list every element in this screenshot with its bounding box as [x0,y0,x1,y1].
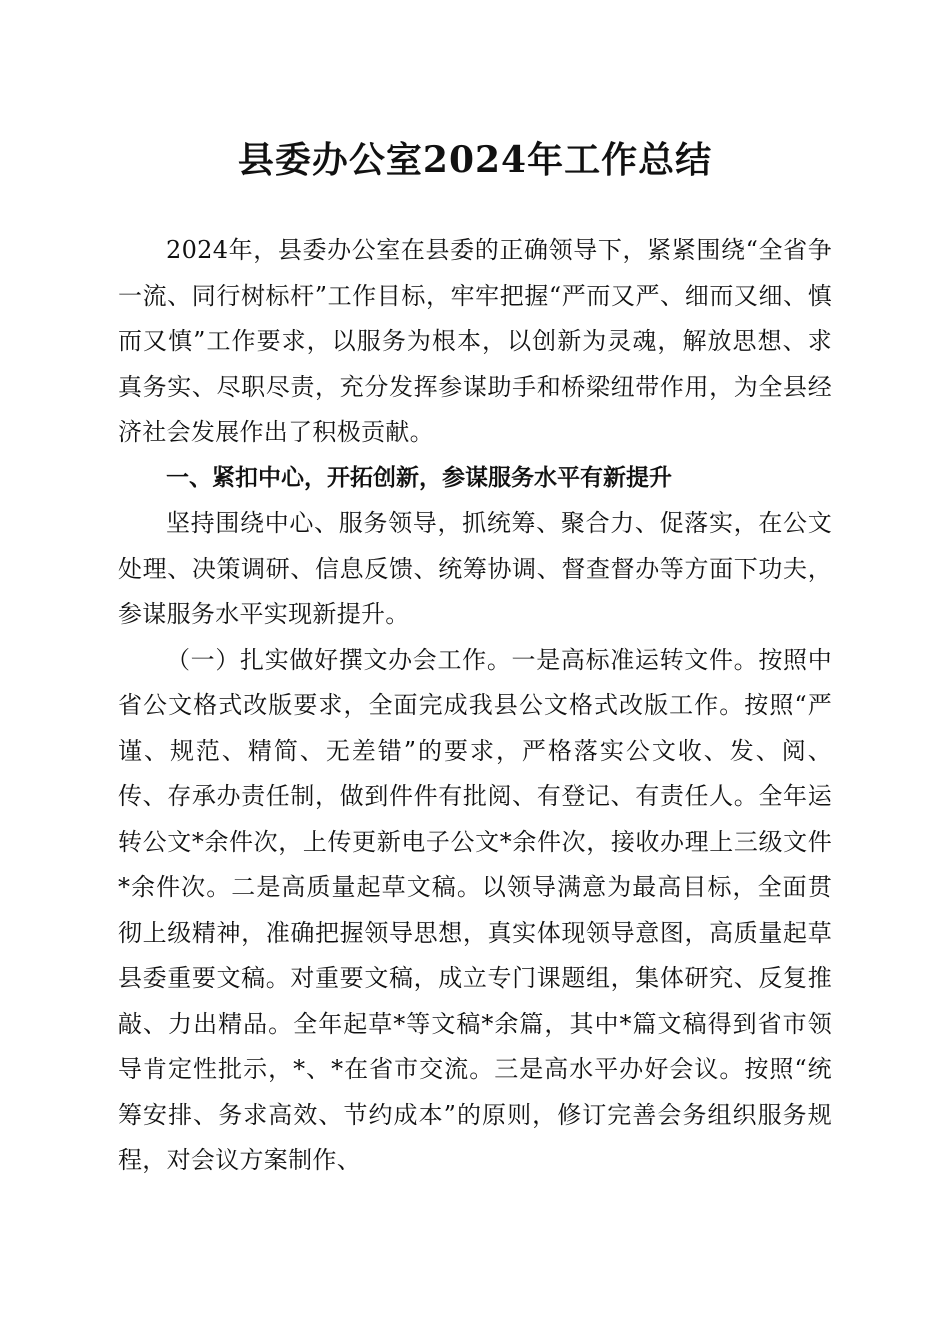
document-body [118,228,832,1184]
document-title: 县委办公室2024年工作总结 [237,139,713,181]
subsection-1-paragraph [118,638,832,1184]
section-1-heading: 一、紧扣中心，开拓创新，参谋服务水平有新提升 [166,464,672,491]
subsection-1-heading: （一）扎实做好撰文办会工作。 [166,645,512,674]
subsection-1-body: 一是高标准运转文件。按照中省公文格式改版要求，全面完成我县公文格式改版工作。按照“严谨、规范、精简、无差错”的要求，严格落实公文收、发、阅、传、存承办责任制，做到件件有批阅、有登记、有责任人。全年运转公文*余件次，上传更新电子公文*余件次，接收办理上三级文件*余件次。二是高质量起草文稿。以领导满意为最高目标，全面贯彻上级精神，准确把握领导思想，真实体现领导意图，高质量起草县委重要文稿。对重要文稿，成立专门课题组，集体研究、反复推敲、力出精品。全年起草*等文稿*余篇，其中*篇文稿得到省市领导肯定性批示，*、*在省市交流。三是高水平办好会议。按照“统筹安排、务求高效、节约成本”的原则，修订完善会务组织服务规程，对会议方案制作、 [118,645,832,1174]
section-1-paragraph: 坚持围绕中心、服务领导，抓统筹、聚合力、促落实，在公文处理、决策调研、信息反馈、统筹协调、督查督办等方面下功夫，参谋服务水平实现新提升。 [118,509,832,628]
intro-paragraph: 2024年，县委办公室在县委的正确领导下，紧紧围绕“全省争一流、同行树标杆”工作目标，牢牢把握“严而又严、细而又细、慎而又慎”工作要求，以服务为根本，以创新为灵魂，解放思想、求真务实、尽职尽责，充分发挥参谋助手和桥梁纽带作用，为全县经济社会发展作出了积极贡献。 [118,236,832,446]
